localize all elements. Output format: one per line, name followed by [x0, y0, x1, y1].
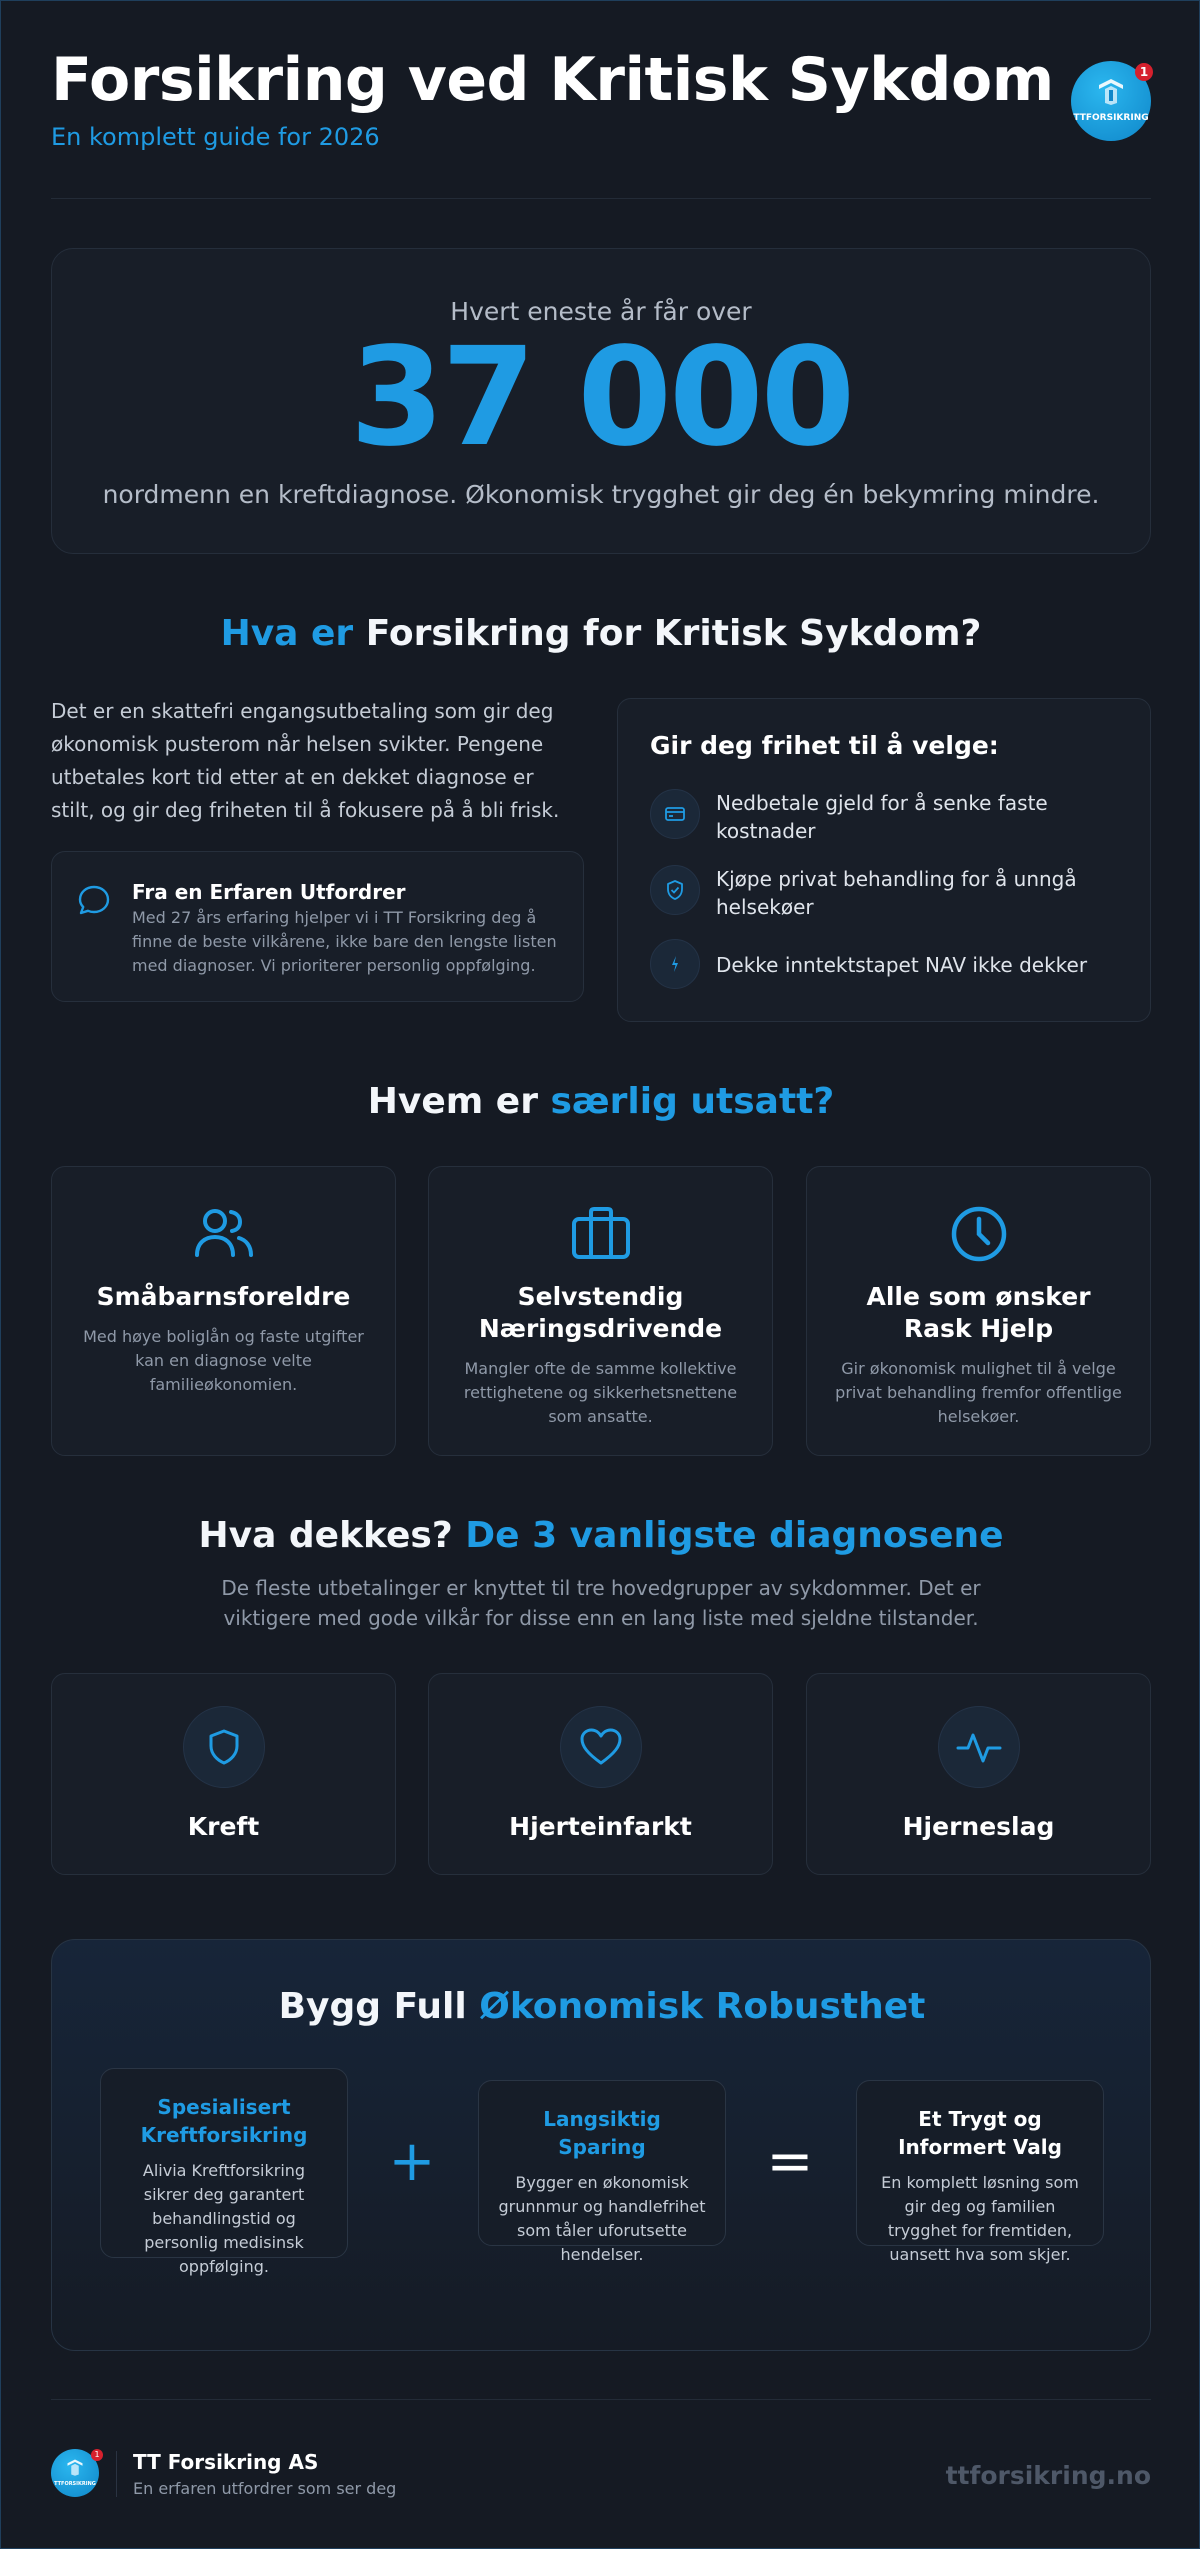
footer-tagline: En erfaren utfordrer som ser deg [133, 2479, 397, 2498]
quote-title: Fra en Erfaren Utfordrer [132, 880, 406, 904]
robust-box-description: Bygger en økonomisk grunnmur og handlefrihet som tåler uforutsette hendelser. [498, 2173, 706, 2264]
robust-box-title: Spesialisert Kreftforsikring [140, 2095, 308, 2147]
brand-logo[interactable] [1071, 61, 1151, 141]
covers-heading-plain: Hva dekkes? [198, 1515, 466, 1556]
stat-posttext: nordmenn en kreftdiagnose. Økonomisk trygghet gir deg én bekymring mindre. [102, 480, 1100, 509]
freedom-item-label: Kjøpe privat behandling for å unngå helsekøer [716, 867, 1077, 919]
freedom-item [650, 789, 1130, 845]
robust-box-result [856, 2080, 1104, 2264]
robust-box-title: Et Trygt og Informert Valg [898, 2107, 1062, 2159]
covers-heading [51, 1515, 1151, 1556]
robust-box-description: En komplett løsning som gir deg og familien trygghet for fremtiden, uansett hva som skjer. [881, 2173, 1079, 2264]
freedom-item [650, 939, 1130, 995]
freedom-item-label: Dekke inntektstapet NAV ikke dekker [716, 953, 1088, 977]
freedom-item-label: Nedbetale gjeld for å senke faste kostnader [716, 791, 1048, 843]
experience-quote-card [51, 851, 584, 1002]
diagnosis-label: Kreft [187, 1812, 260, 1841]
robust-box-saving [478, 2080, 726, 2264]
umbrella-logo-icon [65, 2457, 85, 2477]
robust-box-cancer-insurance [100, 2068, 348, 2276]
who-card-title: Selvstendig Næringsdrivende [478, 1282, 723, 1343]
robust-box-title: Langsiktig Sparing [543, 2107, 661, 2159]
freedom-card [617, 698, 1151, 1022]
shield-icon [183, 1706, 265, 1788]
plus-sign: + [388, 2129, 436, 2194]
diagnosis-card [51, 1673, 396, 1875]
stat-pretext: Hvert eneste år får over [450, 297, 752, 326]
heart-icon [560, 1706, 642, 1788]
robustness-heading-accent: Økonomisk Robusthet [479, 1986, 926, 2027]
diagnosis-card [806, 1673, 1151, 1875]
umbrella-logo-icon [1095, 75, 1127, 107]
footer-notification-badge: 1 [91, 2449, 103, 2461]
header-divider [51, 198, 1151, 199]
who-card-description: Med høye boliglån og faste utgifter kan en diagnose velte familieøkonomien. [83, 1327, 364, 1394]
who-heading-accent: særlig utsatt? [550, 1081, 835, 1122]
who-heading-plain: Hvem er [367, 1081, 551, 1122]
users-icon [191, 1201, 257, 1267]
credit-card-icon [650, 789, 700, 839]
who-heading [51, 1081, 1151, 1122]
shield-check-icon [650, 865, 700, 915]
footer-logo[interactable] [51, 2449, 99, 2497]
who-card-title: Alle som ønsker Rask Hjelp [866, 1282, 1091, 1343]
chat-bubble-icon [76, 882, 112, 918]
covers-heading-accent: De 3 vanligste diagnosene [465, 1515, 1004, 1556]
footer-company-name: TT Forsikring AS [133, 2450, 319, 2474]
freedom-item [650, 865, 1130, 921]
diagnosis-card [428, 1673, 773, 1875]
what-is-heading-rest: Forsikring for Kritisk Sykdom? [353, 613, 982, 654]
who-card [806, 1166, 1151, 1456]
who-card-title: Småbarnsforeldre [96, 1282, 351, 1311]
freedom-title: Gir deg frihet til å velge: [650, 731, 999, 760]
header [51, 43, 1151, 163]
stat-card [51, 248, 1151, 554]
what-is-heading [51, 613, 1151, 654]
notification-badge: 1 [1135, 63, 1153, 81]
covers-subtitle: De fleste utbetalinger er knyttet til tre hovedgrupper av sykdommer. Det er viktigere med gode vilkår for disse enn en lang liste med sjeldne tilstander. [221, 1576, 981, 1630]
diagnosis-label: Hjerteinfarkt [509, 1812, 692, 1841]
footer-separator [116, 2451, 117, 2497]
page-title: Forsikring ved Kritisk Sykdom [51, 45, 1054, 115]
equals-sign: = [766, 2129, 814, 2194]
lightning-icon [650, 939, 700, 989]
what-is-description: Det er en skattefri engangsutbetaling som gir deg økonomisk pusterom når helsen svikter. Pengene utbetales kort tid etter at en dekket diagnose er stilt, og gir deg friheten til å fokusere på å bli frisk. [51, 699, 560, 822]
who-card-description: Mangler ofte de samme kollektive rettighetene og sikkerhetsnettene som ansatte. [463, 1359, 738, 1426]
who-card [428, 1166, 773, 1456]
clock-icon [946, 1201, 1012, 1267]
who-card-description: Gir økonomisk mulighet til å velge privat behandling fremfor offentlige helsekøer. [835, 1359, 1122, 1426]
logo-wordmark: TTFORSIKRING [1073, 113, 1149, 123]
robust-box-description: Alivia Kreftforsikring sikrer deg garantert behandlingstid og personlig medisinsk oppfølging. [142, 2161, 306, 2276]
stat-number: 37 000 [349, 319, 853, 477]
footer-website-link[interactable]: ttforsikring.no [945, 2461, 1151, 2490]
who-card [51, 1166, 396, 1456]
page-subtitle: En komplett guide for 2026 [51, 123, 380, 151]
robustness-heading-plain: Bygg Full [278, 1986, 480, 2027]
what-is-heading-accent: Hva er [220, 613, 354, 654]
robustness-heading [52, 1986, 1152, 2027]
briefcase-icon [568, 1201, 634, 1267]
robustness-panel [51, 1939, 1151, 2351]
footer-logo-wordmark: TTFORSIKRING [54, 2481, 96, 2487]
diagnosis-label: Hjerneslag [902, 1812, 1055, 1841]
pulse-icon [938, 1706, 1020, 1788]
footer-divider [51, 2399, 1151, 2400]
quote-body: Med 27 års erfaring hjelper vi i TT Forsikring deg å finne de beste vilkårene, ikke bare den lengste listen med diagnoser. Vi prioriterer personlig oppfølging. [132, 908, 557, 975]
